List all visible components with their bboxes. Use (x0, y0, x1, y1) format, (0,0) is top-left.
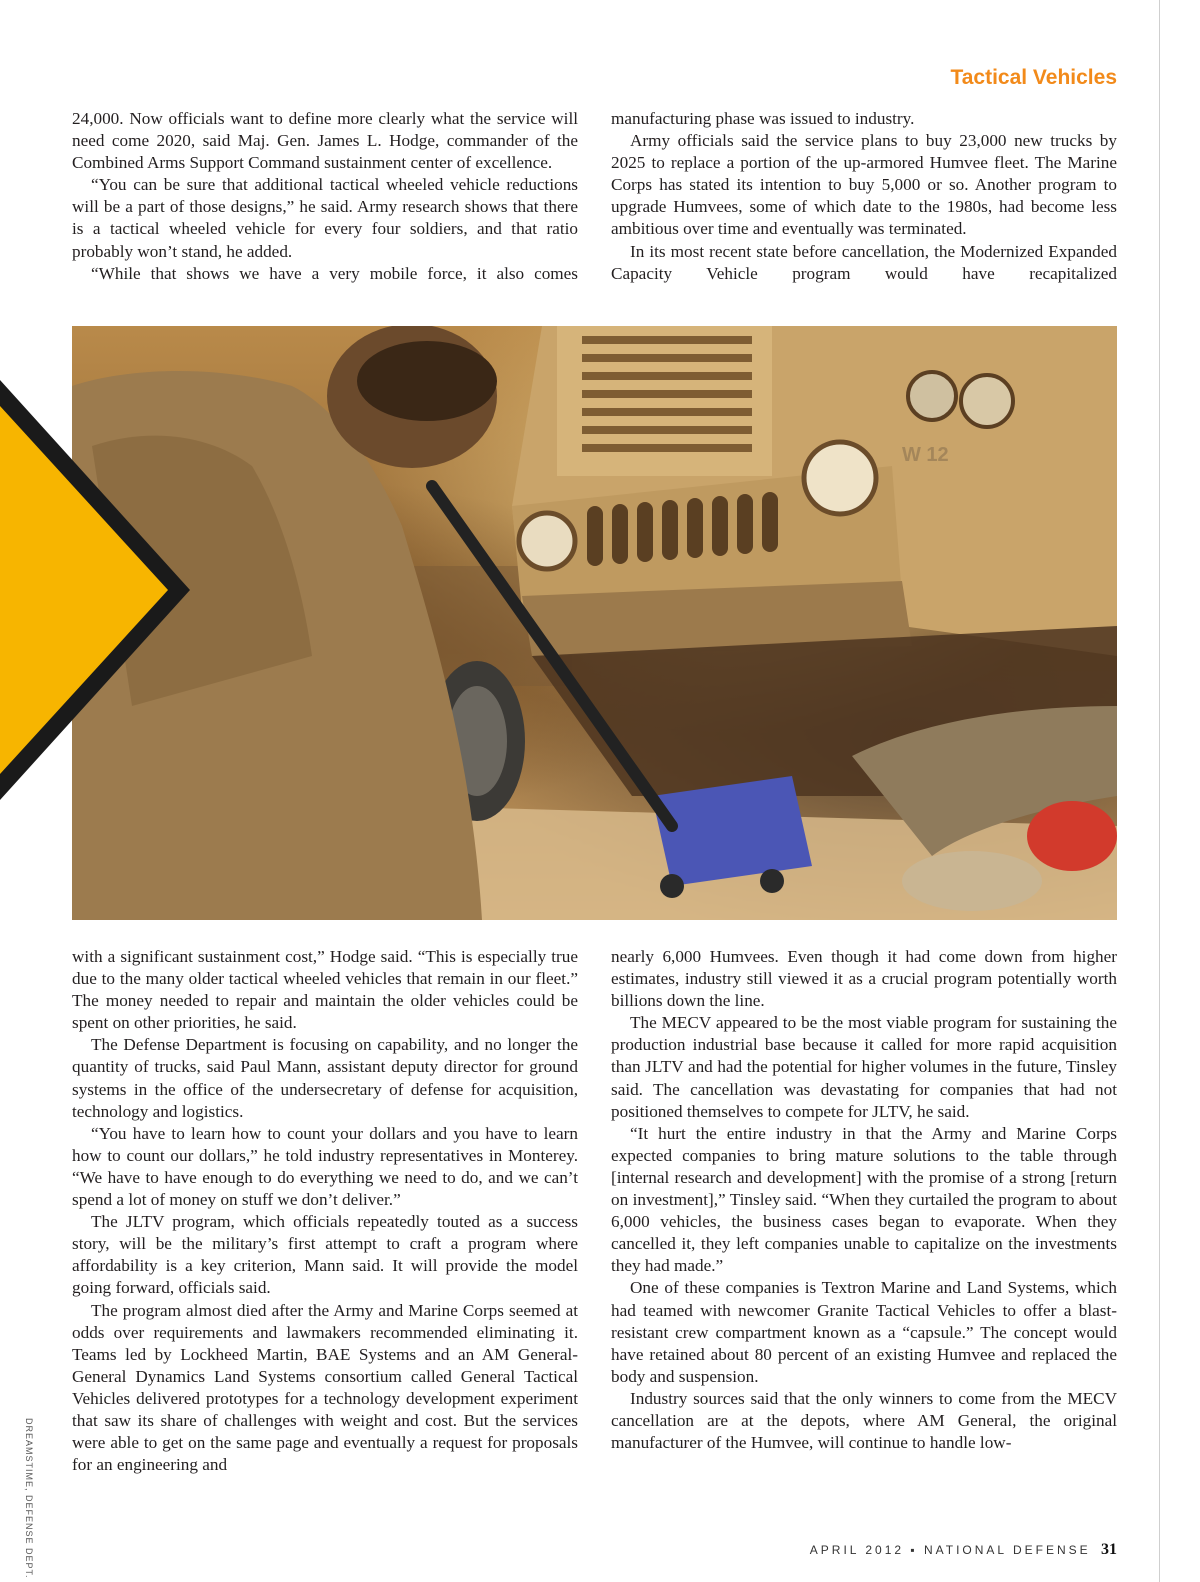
sign-face (0, 406, 168, 774)
headlight-left (519, 513, 575, 569)
paragraph: Army officials said the service plans to buy 23,000 new trucks by 2025 to replace a portion of the up-armored Humvee fleet. The Marine Corps has stated its intention to buy 5,000 or so. Another program to upgrade Humvees, some of which date to the 1980s, had become less ambitious over time and eventually was terminated. (611, 131, 1117, 239)
jack-wheel (660, 874, 684, 898)
article-photo-soldiers-repairing-humvee (72, 326, 1117, 920)
jack-wheel (760, 869, 784, 893)
paragraph: Industry sources said that the only winners to come from the MECV cancellation are at the depots, where AM General, the original manufacturer of the Humvee, will continue to handle low- (611, 1388, 1117, 1453)
paragraph: The program almost died after the Army and Marine Corps seemed at odds over requirements and lawmakers recommended eliminating it. Teams led by Lockheed Martin, BAE Systems and an AM General-General Dynamics Land Systems consortium called General Tactical Vehicles delivered prototypes for a technology development experiment that saw its share of challenges with weight and cost. But the services were able to get on the same page and eventually a request for proposals for an engineering and (72, 1300, 578, 1475)
soldier-boot (902, 851, 1042, 911)
headlight-right (804, 442, 876, 514)
page-footer (810, 1541, 1117, 1559)
article-column-bottom-right (611, 946, 1117, 1454)
photo-credit: DREAMSTIME, DEFENSE DEPT. (24, 1418, 34, 1579)
page-number: 31 (1101, 1541, 1117, 1558)
paragraph: “You have to learn how to count your dollars and you have to learn how to count our dollars,” he told industry representatives in Monterey. “We have to have enough to do everything we need to do, and we can’t spend a lot of money on stuff we don’t deliver.” (72, 1123, 578, 1210)
soldier-hair (357, 341, 497, 421)
article-column-top-right (611, 108, 1117, 285)
page-edge-rule (1159, 0, 1160, 1582)
paragraph: 24,000. Now officials want to define more clearly what the service will need come 2020, said Maj. Gen. James L. Hodge, commander of the Combined Arms Support Command sustainment center of excellence. (72, 109, 578, 173)
red-object (1027, 801, 1117, 871)
paragraph: One of these companies is Textron Marine and Land Systems, which had teamed with newcomer Granite Tactical Vehicles to offer a blast-resistant crew compartment known as a “capsule.” The concept would have retained about 80 percent of an existing Humvee and replaced the body and suspension. (611, 1278, 1117, 1386)
paragraph: The JLTV program, which officials repeatedly touted as a success story, will be the military’s first attempt to craft a program where affordability is a key criterion, Mann said. It will provide the model going forward, officials said. (72, 1212, 578, 1298)
article-column-top-left (72, 108, 578, 285)
humvee-grille-panel (557, 326, 772, 476)
paragraph: The MECV appeared to be the most viable program for sustaining the production industrial base because it called for more rapid acquisition than JLTV and had the potential for higher volumes in the future, Tinsley said. The cancellation was devastating for companies that had not positioned themselves to compete for JLTV, he said. (611, 1013, 1117, 1121)
article-column-bottom-left (72, 946, 578, 1476)
paragraph: nearly 6,000 Humvees. Even though it had come down from higher estimates, industry still viewed it as a crucial program potentially worth billions down the line. (611, 947, 1117, 1011)
paragraph: “While that shows we have a very mobile force, it also comes (91, 263, 578, 283)
paragraph: manufacturing phase was issued to industry. (611, 109, 915, 128)
paragraph: “You can be sure that additional tactical wheeled vehicle reductions will be a part of those designs,” he said. Army research shows that there is a tactical wheeled vehicle for every four soldiers, and that ratio probably won’t stand, he added. (72, 175, 578, 261)
paragraph: In its most recent state before cancellation, the Modernized Expanded Capacity Vehicle program would have recapitalized (611, 241, 1117, 283)
footer-issue: APRIL 2012 ▪ NATIONAL DEFENSE (809, 1543, 1091, 1557)
paragraph: with a significant sustainment cost,” Hodge said. “This is especially true due to the many older tactical wheeled vehicles that remain in our fleet.” The money needed to repair and maintain the older vehicles could be spent on other priorities, he said. (72, 947, 578, 1033)
photo-illustration (72, 326, 1117, 920)
paragraph: “It hurt the entire industry in that the Army and Marine Corps expected companies to bring mature solutions to the table through [internal research and development] with the promise of a strong [return on investment],” Tinsley said. “When they curtailed the program to about 6,000 vehicles, the business cases began to evaporate. When they cancelled it, they left companies unable to capitalize on the investments they had made.” (611, 1123, 1117, 1276)
warning-sign-graphic (0, 380, 200, 800)
paragraph: The Defense Department is focusing on capability, and no longer the quantity of trucks, said Paul Mann, assistant deputy director for ground systems in the office of the undersecretary of defense for acquisition, technology and logistics. (72, 1035, 578, 1121)
marker-light (961, 375, 1013, 427)
vehicle-marking: W 12 (902, 444, 949, 466)
marker-light (908, 372, 956, 420)
section-title: Tactical Vehicles (950, 66, 1117, 89)
